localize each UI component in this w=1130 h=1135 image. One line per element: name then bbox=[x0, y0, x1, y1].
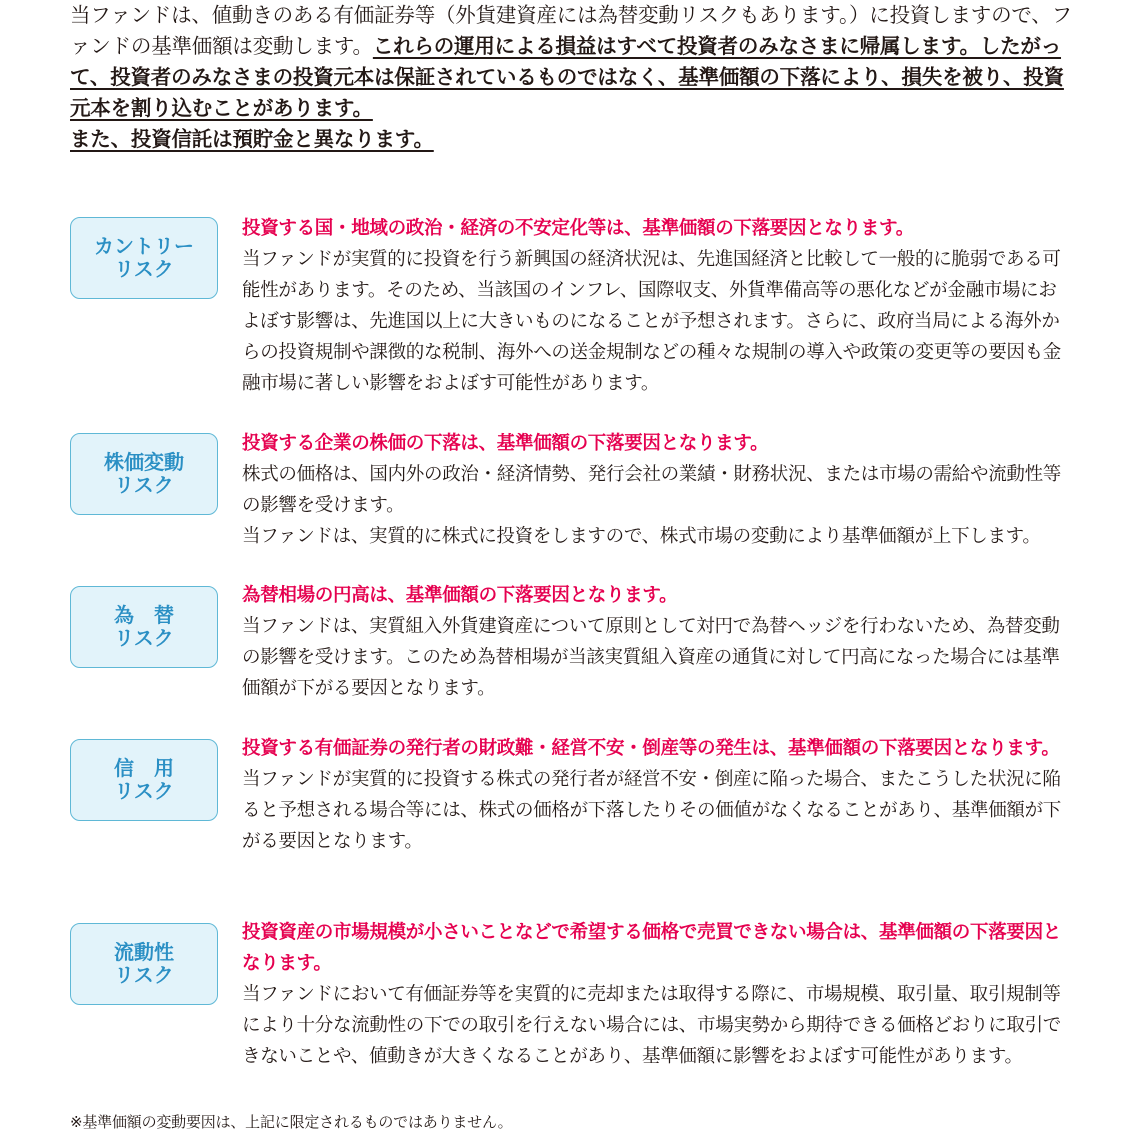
risk-label-line2: リスク bbox=[114, 963, 174, 987]
risk-label-line1: 信 用 bbox=[114, 756, 174, 780]
risk-description: 当ファンドが実質的に投資する株式の発行者が経営不安・倒産に陥った場合、またこうした状況に陥ると予想される場合等には、株式の価格が下落したりその価値がなくなることがあり、基準価額が下がる要因となります。 bbox=[242, 769, 1062, 852]
risk-label-line2: リスク bbox=[114, 779, 174, 803]
risk-description: 当ファンドが実質的に投資を行う新興国の経済状況は、先進国経済と比較して一般的に脆弱である可能性があります。そのため、当該国のインフレ、国際収支、外貨準備高等の悪化などが金融市場におよぼす影響は、先進国以上に大きいものになることが予想されます。さらに、政府当局による海外からの投資規制や課徴的な税制、海外への送金規制などの種々な規制の導入や政策の変更等の要因も金融市場に著しい影響をおよぼす可能性があります。 bbox=[242, 249, 1062, 394]
risk-description-2: 当ファンドは、実質的に株式に投資をしますので、株式市場の変動により基準価額が上下します。 bbox=[242, 526, 1041, 547]
intro-text bbox=[70, 0, 1080, 124]
risk-label-line2: リスク bbox=[114, 626, 174, 650]
risk-description: 当ファンドにおいて有価証券等を実質的に売却または取得する際に、市場規模、取引量、取引規制等により十分な流動性の下での取引を行えない場合には、市場実勢から期待できる価格どおりに取引できないことや、値動きが大きくなることがあり、基準価額に影響をおよぼす可能性があります。 bbox=[242, 984, 1062, 1067]
risk-headline: 投資する有価証券の発行者の財政難・経営不安・倒産等の発生は、基準価額の下落要因となります。 bbox=[242, 738, 1060, 759]
risk-content bbox=[242, 733, 1072, 857]
risk-label-line1: 流動性 bbox=[114, 940, 174, 964]
risk-label-line2: リスク bbox=[114, 473, 174, 497]
risk-headline: 投資する国・地域の政治・経済の不安定化等は、基準価額の下落要因となります。 bbox=[242, 218, 914, 239]
risk-headline: 投資する企業の株価の下落は、基準価額の下落要因となります。 bbox=[242, 433, 769, 454]
risk-description: 当ファンドは、実質組入外貨建資産について原則として対円で為替ヘッジを行わないため、為替変動の影響を受けます。このため為替相場が当該実質組入資産の通貨に対して円高になった場合には基準価額が下がる要因となります。 bbox=[242, 616, 1060, 699]
risk-content bbox=[242, 917, 1072, 1072]
intro-paragraph bbox=[70, 0, 1080, 155]
risk-label-badge bbox=[70, 923, 218, 1005]
risk-label-line1: 株価変動 bbox=[104, 450, 184, 474]
risk-label-badge bbox=[70, 433, 218, 515]
risk-content bbox=[242, 580, 1072, 704]
intro-emphasis-text: これらの運用による損益はすべて投資者のみなさまに帰属します。したがって、投資者のみなさまの投資元本は保証されているものではなく、基準価額の下落により、損失を被り、投資元本を割り込むことがあります。 bbox=[70, 34, 1064, 120]
intro-emphasis-text-2: また、投資信託は預貯金と異なります。 bbox=[70, 127, 434, 151]
risk-headline: 投資資産の市場規模が小さいことなどで希望する価格で売買できない場合は、基準価額の下落要因となります。 bbox=[242, 922, 1062, 974]
risk-content bbox=[242, 428, 1072, 552]
risk-headline: 為替相場の円高は、基準価額の下落要因となります。 bbox=[242, 585, 678, 606]
risk-label-line1: 為 替 bbox=[114, 603, 174, 627]
risk-label-line1: カントリー bbox=[94, 234, 194, 258]
intro-deposit-note bbox=[70, 124, 1080, 155]
risk-label-badge bbox=[70, 217, 218, 299]
risk-label-line2: リスク bbox=[114, 257, 174, 281]
risk-label-badge bbox=[70, 739, 218, 821]
intro-normal-text: 当ファンドは、値動きのある有価証券等（外貨建資産には為替変動リスクもあります。）に投資しますので、ファンドの基準価額は変動します。 bbox=[70, 3, 1072, 58]
risk-label-badge bbox=[70, 586, 218, 668]
risk-description: 株式の価格は、国内外の政治・経済情勢、発行会社の業績・財務状況、または市場の需給や流動性等の影響を受けます。 bbox=[242, 464, 1062, 516]
footnote: ※基準価額の変動要因は、上記に限定されるものではありません。 bbox=[70, 1113, 513, 1131]
risk-content bbox=[242, 213, 1072, 399]
